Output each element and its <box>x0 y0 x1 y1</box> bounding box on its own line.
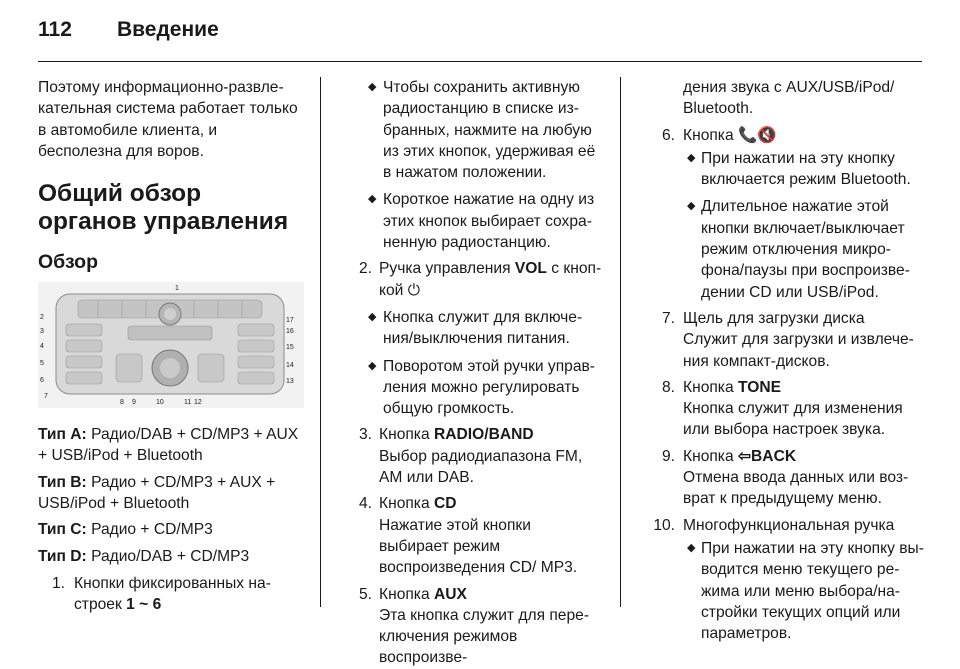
figure-label: 11 <box>184 399 192 407</box>
bullet-icon: ◆ <box>368 81 377 93</box>
control-panel-figure <box>38 282 304 408</box>
figure-label: 10 <box>156 399 164 407</box>
figure-label: 16 <box>286 328 294 336</box>
figure-label: 2 <box>40 314 44 322</box>
figure-label: 15 <box>286 344 294 352</box>
bullet-icon: ◆ <box>687 151 696 164</box>
figure-label: 6 <box>40 377 44 385</box>
control-panel-illustration <box>38 282 304 408</box>
column-divider <box>320 77 321 607</box>
type-b: Тип B: Радио + CD/MP3 + AUX + USB/iPod + Bluetooth <box>38 473 276 513</box>
list-item-8: 8. Кнопка TONE Кнопка служит для изменения или выбора настроек звука. <box>661 378 903 439</box>
bullet-item: ◆ При нажатии на эту кнопку включается режим Bluetooth. <box>687 149 911 189</box>
bullet-item: ◆ При нажатии на эту кнопку вы-водится меню текущего ре-жима или меню выбора/на-стройки текущих опций или параметров. <box>687 539 924 643</box>
list-item-9: 9. Кнопка ⇦BACK Отмена ввода данных или воз-врат к предыдущему меню. <box>661 447 909 508</box>
figure-label: 3 <box>40 328 44 336</box>
bullet-icon: ◆ <box>368 310 377 323</box>
bullet-icon: ◆ <box>687 541 696 554</box>
bullet-icon: ◆ <box>368 193 377 206</box>
list-item-5: 5. Кнопка AUX Эта кнопка служит для пере-ключения режимов воспроизве- <box>358 585 590 667</box>
figure-label: 4 <box>40 343 44 351</box>
sublist-6 <box>640 148 924 303</box>
page-header <box>38 18 922 48</box>
bullet-item: ◆ Короткое нажатие на одну из этих кнопок выбирает сохра-ненную радиостанцию. <box>368 191 595 252</box>
section-title: Введение <box>117 18 219 41</box>
type-d: Тип D: Радиo/DAB + CD/MP3 <box>38 547 250 565</box>
intro-paragraph: Поэтому информационно-развле-кательная система работает только в автомобиле клиента, и бесполезна для воров. <box>38 79 298 160</box>
heading-main: Общий обзор органов управления <box>38 180 289 236</box>
list-item-10: 10. Многофункциональная ручка ◆ При нажатии на эту кнопку вы-водится меню текущего ре-жима или меню выбора/на-стройки текущих опций или параметров. <box>640 515 924 645</box>
figure-label: 14 <box>286 362 294 370</box>
heading-sub: Обзор <box>38 251 98 274</box>
figure-label: 17 <box>286 317 294 325</box>
figure-label: 7 <box>44 393 48 401</box>
bullet-icon: ◆ <box>687 200 696 213</box>
figure-label: 1 <box>175 285 179 293</box>
figure-label: 13 <box>286 378 294 386</box>
column-1 <box>38 77 302 616</box>
list-item-3: 3. Кнопка RADIO/BAND Выбор радиодиапазона FM, AM или DAB. <box>358 426 583 487</box>
list-item-7: 7. Щель для загрузки диска Служит для загрузки и извлече-ния компакт-дисков. <box>661 309 914 370</box>
figure-label: 5 <box>40 360 44 368</box>
type-a: Тип A: Радио/DAB + CD/MP3 + AUX + USB/iPod + Bluetooth <box>38 426 299 465</box>
header-rule <box>38 61 922 62</box>
bullet-item: ◆ Длительное нажатие этой кнопки включает/выключает режим отключения микро-фона/паузы при воспроизве-дении CD или USB/iPod. <box>687 198 910 301</box>
list-item-1: 1. Кнопки фиксированных на-строек 1 ~ 6 <box>51 574 271 614</box>
figure-label: 8 <box>120 399 124 407</box>
list-item-6: 6. Кнопка 📞🔇 <box>661 126 777 144</box>
column-3 <box>640 77 924 644</box>
figure-label: 12 <box>194 399 202 407</box>
continuation-text: дения звука с AUX/USB/iPod/ Bluetooth. <box>683 79 895 118</box>
bullet-item: ◆ Поворотом этой ручки управ-ления можно регулировать общую громкость. <box>368 357 595 418</box>
list-item-2: 2. Ручка управления VOL с кноп-кой ⏻ <box>358 260 602 299</box>
column-divider <box>620 77 621 607</box>
bullet-icon: ◆ <box>368 359 377 372</box>
bullet-item: ◆ Кнопка служит для включе-ния/выключения питания. <box>368 308 583 348</box>
page-number: 112 <box>38 18 72 41</box>
phone-mute-icon: 📞🔇 <box>737 126 777 144</box>
bullet-item: ◆ Чтобы сохранить активную радиостанцию в списке из-бранных, нажмите на любую из этих кнопок, удерживая её в нажатом положении. <box>368 79 596 182</box>
type-c: Тип C: Радио + CD/MP3 <box>38 521 213 539</box>
list-item-4: 4. Кнопка CD Нажатие этой кнопки выбирает режим воспроизведения CD/ MP3. <box>358 495 578 577</box>
column-2 <box>342 77 604 669</box>
figure-label: 9 <box>132 399 136 407</box>
